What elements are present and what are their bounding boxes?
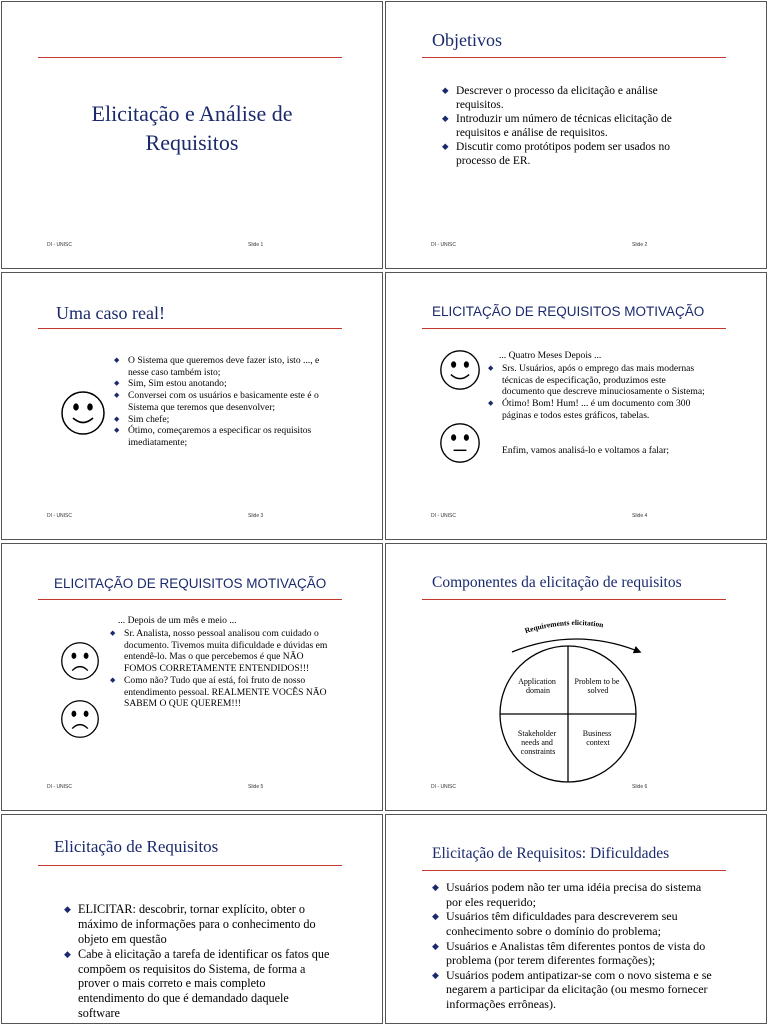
diamond-icon: ◆ [64, 948, 72, 959]
slide-1 [1, 1, 383, 269]
title-rule [422, 328, 726, 329]
intro-text: ... Quatro Meses Depois ... [499, 350, 602, 361]
slide-4 [385, 272, 767, 540]
list-item: ◆ Sim chefe; [114, 413, 170, 425]
bullet-list [62, 902, 330, 1021]
title-rule [422, 870, 726, 871]
smiley-happy-icon [439, 349, 481, 391]
slide-title: Uma caso real! [56, 303, 165, 323]
slide-title: Componentes da elicitação de requisitos [432, 574, 682, 591]
slide-3 [1, 272, 383, 540]
diamond-icon: ◆ [432, 969, 439, 980]
list-item: ◆ Descrever o processo da elicitação e análise requisitos. [442, 85, 658, 112]
footer-left: DI - UNISC [47, 242, 72, 248]
title-rule [422, 57, 726, 58]
elicitation-components-diagram [496, 614, 656, 784]
quadrant-application-domain: Application domain [518, 677, 556, 695]
footer-left: DI - UNISC [431, 242, 456, 248]
list-item: ◆ Srs. Usuários, após o emprego das mais modernas técnicas de especificação, produzimos este documento que descreve minuciosamente o Sistema; [488, 363, 705, 398]
slide-title-line-2: Requisitos [145, 129, 239, 155]
arc-label: Requirements elicitation [523, 617, 605, 636]
slide-7 [1, 814, 383, 1024]
slide-title: Elicitação de Requisitos: Dificuldades [432, 845, 670, 862]
diamond-icon: ◆ [114, 379, 120, 388]
list-item: ◆ Ótimo! Bom! Hum! ... é um documento com 300 páginas e todos estes gráficos, tabelas. [488, 398, 691, 421]
list-item: ◆ Introduzir um número de técnicas elicitação de requisitos e análise de requisitos. [442, 113, 672, 140]
diamond-icon: ◆ [488, 364, 494, 372]
list-item: ◆ Ótimo, começaremos a especificar os requisitos imediatamente; [114, 425, 312, 448]
list-item: ◆ Sim, Sim estou anotando; [114, 378, 227, 390]
diamond-icon: ◆ [442, 85, 449, 95]
title-rule [422, 599, 726, 600]
footer-right: Slide 4 [632, 513, 648, 519]
footer-left: DI - UNISC [47, 784, 72, 790]
slide-2 [385, 1, 767, 269]
quadrant-problem-to-be-solved: Problem to be solved [574, 677, 620, 695]
arc-arrow [512, 639, 640, 652]
list-item: ◆ Usuários podem não ter uma idéia precisa do sistema por eles requerido; [432, 880, 702, 909]
slide-5 [1, 543, 383, 811]
diamond-icon: ◆ [114, 356, 120, 364]
diamond-icon: ◆ [432, 940, 439, 951]
bullet-list [486, 363, 708, 422]
title-rule [38, 599, 342, 600]
bullet-list [108, 628, 330, 710]
diamond-icon: ◆ [64, 904, 72, 914]
bullet-list [440, 84, 708, 168]
quadrant-business-context: Business context [582, 729, 612, 747]
smiley-neutral-icon [439, 422, 481, 464]
footer-right: Slide 6 [632, 784, 648, 790]
list-item: ◆ O Sistema que queremos deve fazer isto, isto ..., e nesse caso também isto; [114, 355, 320, 378]
quadrant-stakeholder-needs: Stakeholder needs and constraints [517, 729, 557, 756]
smiley-happy-icon [60, 390, 106, 436]
list-item: ◆ Conversei com os usuários e basicamente este é o Sistema que teremos que desenvolver; [114, 390, 319, 413]
list-item: ◆ Sr. Analista, nosso pessoal analisou com cuidado o documento. Tivemos muita dificuldade e dúvidas em entendê-lo. Mas o que percebemos é que NÃO FOMOS CORRETAMENTE ENTENDIDOS!!! [110, 628, 328, 675]
title-rule [38, 865, 342, 866]
diamond-icon: ◆ [442, 141, 449, 152]
bullet-list [112, 355, 334, 449]
footer-right: Slide 2 [632, 242, 648, 248]
footer-left: DI - UNISC [431, 784, 456, 790]
slide-title: Elicitação de Requisitos [54, 837, 219, 856]
slide-title [42, 100, 342, 157]
slide-title: Objetivos [432, 30, 502, 50]
list-item: ◆ Usuários têm dificuldades para descreverem seu conhecimento sobre o domínio do problema; [432, 909, 678, 938]
diamond-icon: ◆ [110, 675, 116, 684]
slide-8 [385, 814, 767, 1024]
list-item: ◆ ELICITAR: descobrir, tornar explícito, obter o máximo de informações para o conhecimento do objeto em questão [64, 902, 316, 946]
outro-text: Enfim, vamos analisá-lo e voltamos a falar; [502, 445, 670, 456]
list-item: ◆ Usuários podem antipatizar-se com o novo sistema e se negarem a participar da elicitação (ou mesmo fornecer informações errôneas). [432, 967, 712, 1011]
slide-title: ELICITAÇÃO DE REQUISITOS MOTIVAÇÃO [54, 576, 327, 591]
diamond-icon: ◆ [114, 391, 120, 400]
diamond-icon: ◆ [432, 911, 439, 922]
list-item: ◆ Discutir como protótipos podem ser usados no processo de ER. [442, 141, 671, 168]
diamond-icon: ◆ [114, 414, 120, 423]
diamond-icon: ◆ [110, 629, 116, 637]
footer-right: Slide 3 [248, 513, 264, 519]
smiley-sad-icon [60, 699, 100, 739]
diamond-icon: ◆ [432, 882, 439, 892]
footer-left: DI - UNISC [431, 513, 456, 519]
bullet-list [430, 880, 720, 1012]
slide-title: ELICITAÇÃO DE REQUISITOS MOTIVAÇÃO [432, 304, 705, 319]
list-item: ◆ Usuários e Analistas têm diferentes pontos de vista do problema (por terem diferentes formações); [432, 938, 706, 968]
intro-text: ... Depois de um mês e meio ... [118, 615, 237, 626]
diamond-icon: ◆ [488, 399, 494, 408]
smiley-sad-icon [60, 641, 100, 681]
footer-left: DI - UNISC [47, 513, 72, 519]
footer-right: Slide 5 [248, 784, 264, 790]
title-rule [38, 328, 342, 329]
diamond-icon: ◆ [442, 113, 449, 124]
list-item: ◆ Como não? Tudo que aí está, foi fruto de nosso entendimento pessoal. REALMENTE VOCÊS NÃO SABEM O QUE QUEREM!!! [110, 674, 327, 710]
list-item: ◆ Cabe à elicitação a tarefa de identificar os fatos que compõem os requisitos do Sistema, de forma a prover o mais correto e mais completo entendimento do que é demandado daquele software [64, 946, 330, 1021]
diamond-icon: ◆ [114, 426, 120, 435]
slide-6 [385, 543, 767, 811]
title-rule [38, 57, 342, 58]
footer-right: Slide 1 [248, 242, 264, 248]
slide-title-line-1: Elicitação e Análise de [91, 101, 293, 126]
